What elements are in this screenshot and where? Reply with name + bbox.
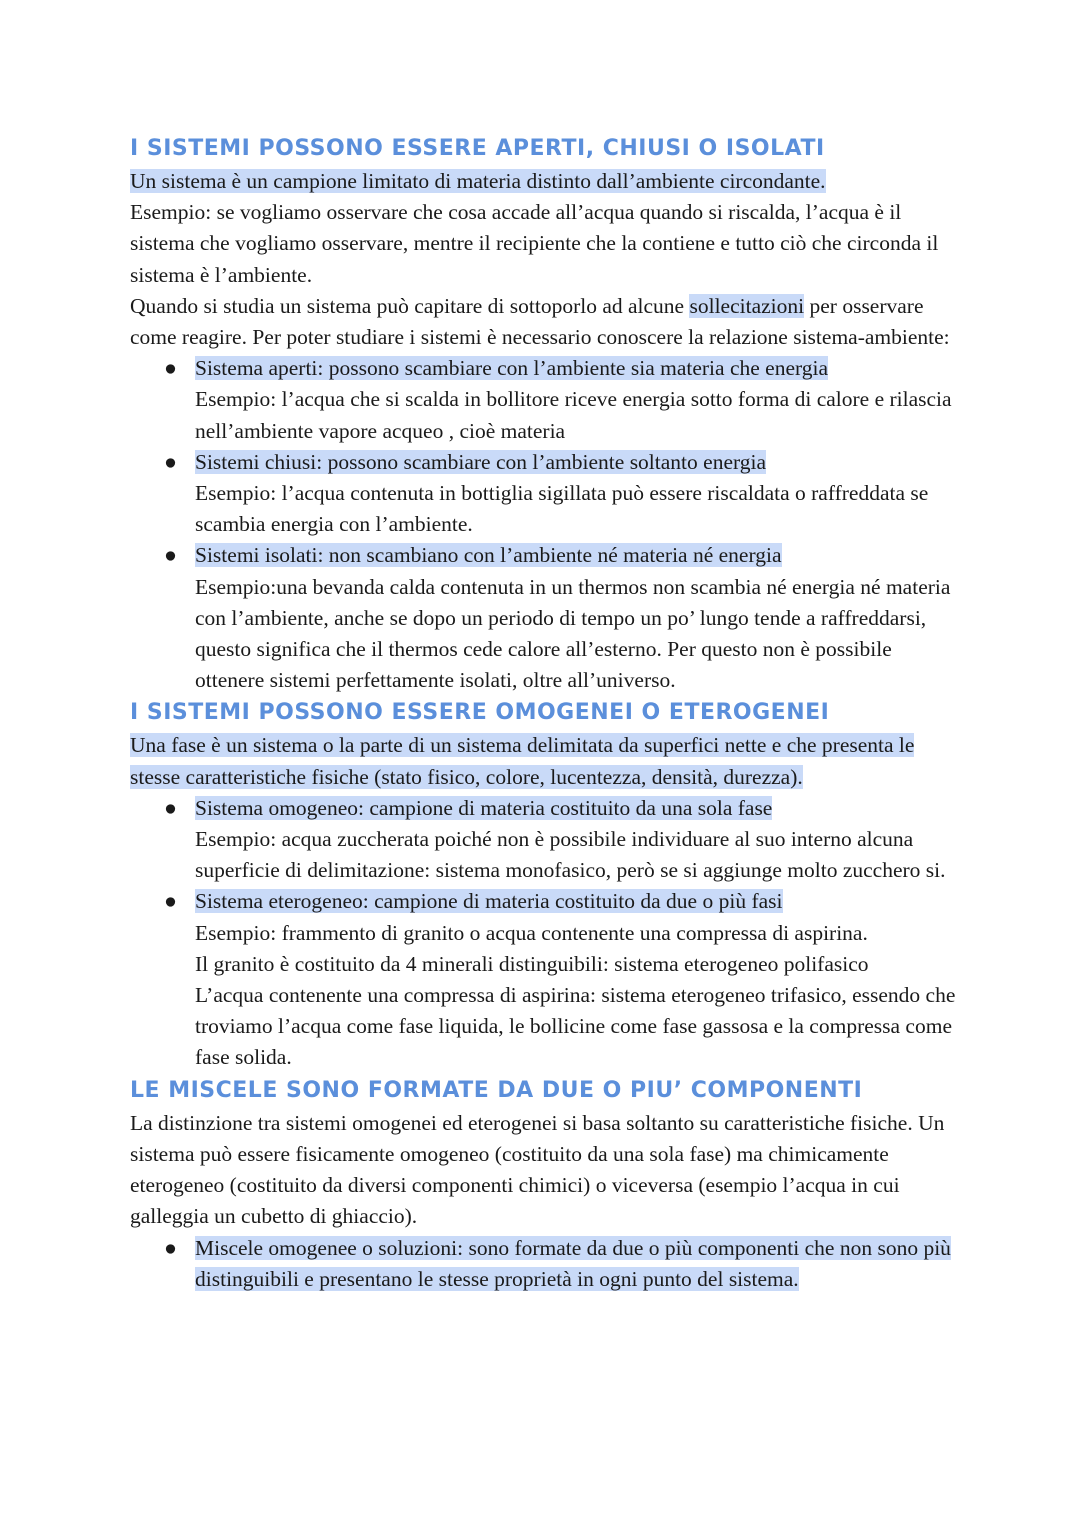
list-item-title: Miscele omogenee o soluzioni: sono formate da due o più componenti che non sono più distinguibili e presentano le stesse proprietà in ogni punto del sistema. (195, 1235, 951, 1291)
bullet-icon: ● (164, 795, 177, 820)
bullet-icon: ● (164, 543, 177, 568)
list-item-example: Esempio: l’acqua contenuta in bottiglia sigillata può essere riscaldata o raffreddata se scambia energia con l’ambiente. (195, 481, 929, 537)
section-heading-2: I SISTEMI POSSONO ESSERE OMOGENEI O ETEROGENEI (130, 700, 830, 726)
list-item-title: Sistema aperti: possono scambiare con l’ambiente sia materia che energia (195, 356, 829, 381)
bullet-icon: ● (164, 356, 177, 381)
example-paragraph-1: Esempio: se vogliamo osservare che cosa accade all’acqua quando si riscalda, l’acqua è il sistema che vogliamo osservare, mentre il recipiente che la contiene e tutto ciò che circonda il sistema è l’ambiente. (130, 200, 939, 287)
list-item-example: Esempio: acqua zuccherata poiché non è possibile individuare al suo interno alcuna superficie di delimitazione: sistema monofasico, però se si aggiunge molto zucchero si. (195, 827, 946, 883)
list-item-title: Sistema omogeneo: campione di materia costituito da una sola fase (195, 795, 773, 820)
list-item (130, 1233, 960, 1295)
list-item (130, 540, 960, 696)
relation-paragraph (130, 291, 960, 353)
document-content (130, 132, 960, 1295)
highlighted-word: sollecitazioni (689, 293, 805, 318)
section-heading-1: I SISTEMI POSSONO ESSERE APERTI, CHIUSI O ISOLATI (130, 136, 825, 161)
definition-paragraph-2 (130, 730, 960, 792)
bullet-icon: ● (164, 449, 177, 474)
list-item-title: Sistema eterogeneo: campione di materia costituito da due o più fasi (195, 889, 783, 914)
body-paragraph-3: La distinzione tra sistemi omogenei ed eterogenei si basa soltanto su caratteristiche fisiche. Un sistema può essere fisicamente omogeneo (costituito da una sola fase) ma chimicamente eterogeneo (costituito da diversi componenti chimici) o viceversa (esempio l’acqua in cui galleggia un cubetto di ghiaccio). (130, 1110, 945, 1229)
list-item (130, 886, 960, 1073)
highlighted-text: Un sistema è un campione limitato di materia distinto dall’ambiente circondante. (130, 169, 826, 193)
list-item-example: L’acqua contenente una compressa di aspirina: sistema eterogeneo trifasico, essendo che troviamo l’acqua come fase liquida, le bollicine come fase gassosa e la compressa come fase solida. (195, 983, 956, 1070)
phase-types-list (130, 793, 960, 1074)
bullet-icon: ● (164, 889, 177, 914)
list-item (130, 353, 960, 447)
bullet-icon: ● (164, 1235, 177, 1260)
list-item-title: Sistemi chiusi: possono scambiare con l’ambiente soltanto energia (195, 449, 767, 474)
list-item-example: Esempio: frammento di granito o acqua contenente una compressa di aspirina. (195, 920, 868, 945)
mixtures-list (130, 1233, 960, 1295)
list-item-example: Il granito è costituito da 4 minerali distinguibili: sistema eterogeneo polifasico (195, 951, 869, 976)
section-heading-3: LE MISCELE SONO FORMATE DA DUE O PIU’ COMPONENTI (130, 1077, 863, 1103)
system-types-list (130, 353, 960, 696)
definition-paragraph-1 (130, 166, 960, 197)
list-item-example: Esempio: l’acqua che si scalda in bollitore riceve energia sotto forma di calore e rilascia nell’ambiente vapore acqueo , cioè materia (195, 387, 952, 443)
list-item-example: Esempio:una bevanda calda contenuta in un thermos non scambia né energia né materia con l’ambiente, anche se dopo un periodo di tempo un po’ lungo tende a raffreddarsi, questo significa che il thermos cede calore all’esterno. Per questo non è possibile ottenere sistemi perfettamente isolati, oltre all’universo. (195, 574, 951, 693)
list-item-title: Sistemi isolati: non scambiano con l’ambiente né materia né energia (195, 543, 782, 568)
paragraph-text: per osservare come reagire. Per poter studiare i sistemi è necessario conoscere la relazione sistema-ambiente: (130, 293, 950, 350)
highlighted-text: Una fase è un sistema o la parte di un sistema delimitata da superfici nette e che presenta le stesse caratteristiche fisiche (stato fisico, colore, lucentezza, densità, durezza). (130, 733, 915, 789)
paragraph-text: Quando si studia un sistema può capitare di sottoporlo ad alcune (130, 293, 685, 318)
list-item (130, 793, 960, 887)
list-item (130, 447, 960, 541)
